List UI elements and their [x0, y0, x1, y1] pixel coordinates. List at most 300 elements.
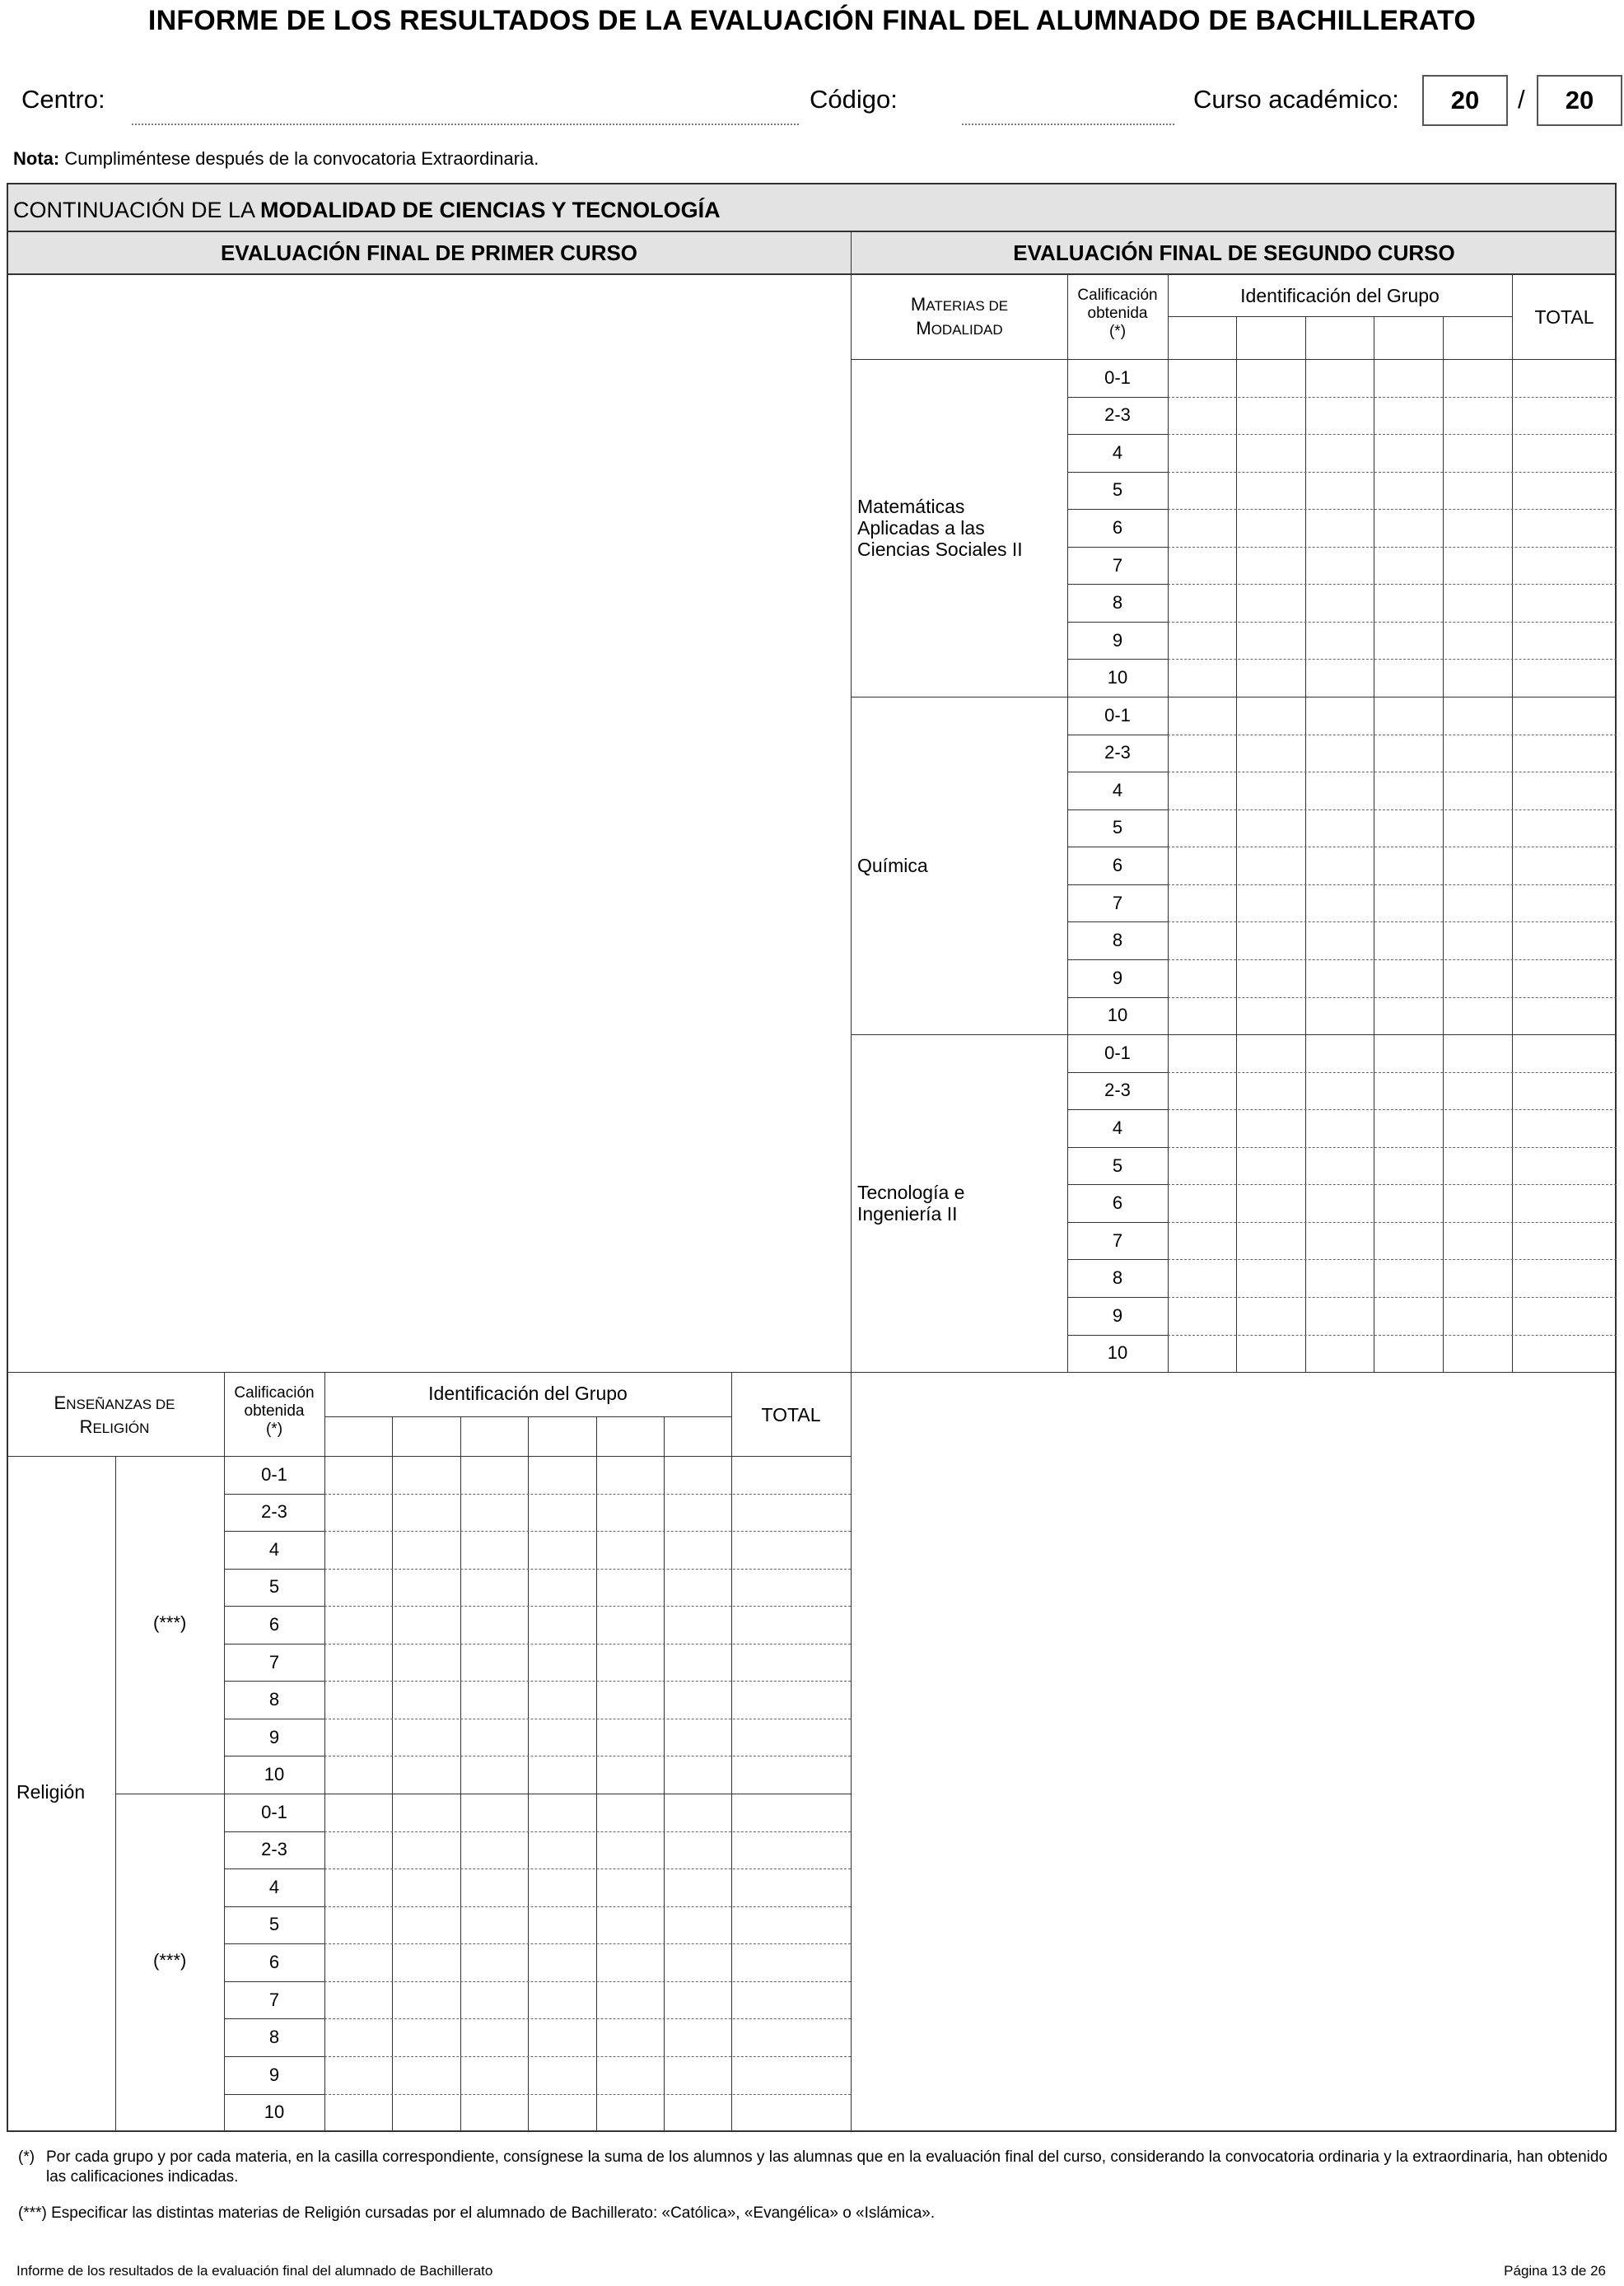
group-count-cell[interactable]: [528, 1906, 596, 1944]
total-cell[interactable]: [1512, 584, 1617, 622]
group-count-cell[interactable]: [1168, 1297, 1236, 1335]
total-cell[interactable]: [731, 1794, 851, 1831]
group-count-cell[interactable]: [1168, 1259, 1236, 1297]
group-count-cell[interactable]: [324, 1943, 392, 1981]
group-count-cell[interactable]: [324, 1531, 392, 1569]
total-cell[interactable]: [731, 1681, 851, 1719]
group-count-cell[interactable]: [664, 2094, 731, 2132]
group-count-cell[interactable]: [1168, 397, 1236, 435]
group-count-cell[interactable]: [596, 1569, 664, 1607]
group-count-cell[interactable]: [392, 1494, 460, 1532]
total-cell[interactable]: [731, 1606, 851, 1644]
group-count-cell[interactable]: [1443, 997, 1512, 1035]
group-count-cell[interactable]: [1374, 1147, 1443, 1185]
group-count-cell[interactable]: [664, 1494, 731, 1532]
group-count-cell[interactable]: [1443, 622, 1512, 660]
group-count-cell[interactable]: [1443, 847, 1512, 884]
group-count-cell[interactable]: [528, 1719, 596, 1756]
group-count-cell[interactable]: [1236, 622, 1305, 660]
group-count-cell[interactable]: [1305, 772, 1374, 809]
group-count-cell[interactable]: [1443, 1184, 1512, 1222]
group-count-cell[interactable]: [392, 1868, 460, 1906]
group-count-cell[interactable]: [596, 1981, 664, 2019]
group-count-cell[interactable]: [324, 2056, 392, 2094]
group-count-cell[interactable]: [1236, 997, 1305, 1035]
group-count-cell[interactable]: [1236, 547, 1305, 585]
group-count-cell[interactable]: [664, 1456, 731, 1494]
group-count-cell[interactable]: [460, 2094, 528, 2132]
group-count-cell[interactable]: [664, 1906, 731, 1944]
group-count-cell[interactable]: [1168, 1222, 1236, 1260]
group-count-cell[interactable]: [1236, 397, 1305, 435]
group-count-cell[interactable]: [1236, 1297, 1305, 1335]
group-count-cell[interactable]: [528, 1606, 596, 1644]
group-count-cell[interactable]: [1236, 1109, 1305, 1147]
grade-cell: 2-3: [1104, 742, 1131, 763]
group-count-cell[interactable]: [664, 1569, 731, 1607]
group-count-cell[interactable]: [1374, 921, 1443, 959]
group-count-cell[interactable]: [596, 1681, 664, 1719]
group-count-cell[interactable]: [528, 1644, 596, 1682]
group-count-cell[interactable]: [1168, 1335, 1236, 1373]
group-count-cell[interactable]: [1443, 1072, 1512, 1110]
group-count-cell[interactable]: [1305, 1297, 1374, 1335]
group-count-cell[interactable]: [1305, 1222, 1374, 1260]
group-count-cell[interactable]: [324, 1569, 392, 1607]
group-count-cell[interactable]: [1236, 1222, 1305, 1260]
group-count-cell[interactable]: [1236, 921, 1305, 959]
group-count-cell[interactable]: [460, 1494, 528, 1532]
total-cell[interactable]: [1512, 1109, 1617, 1147]
group-count-cell[interactable]: [528, 1943, 596, 1981]
group-count-cell[interactable]: [596, 2056, 664, 2094]
group-count-cell[interactable]: [460, 1644, 528, 1682]
group-count-cell[interactable]: [528, 1569, 596, 1607]
group-count-cell[interactable]: [664, 1943, 731, 1981]
group-count-cell[interactable]: [1305, 584, 1374, 622]
group-count-cell[interactable]: [596, 2018, 664, 2056]
group-count-cell[interactable]: [1236, 434, 1305, 472]
total-cell[interactable]: [731, 2056, 851, 2094]
group-count-cell[interactable]: [664, 1531, 731, 1569]
group-count-cell[interactable]: [460, 1868, 528, 1906]
total-cell[interactable]: [731, 1569, 851, 1607]
group-count-cell[interactable]: [1168, 809, 1236, 847]
group-count-cell[interactable]: [324, 1681, 392, 1719]
group-count-cell[interactable]: [1168, 1147, 1236, 1185]
group-count-cell[interactable]: [1374, 735, 1443, 772]
group-count-cell[interactable]: [1443, 1297, 1512, 1335]
group-count-cell[interactable]: [1443, 509, 1512, 547]
group-count-cell[interactable]: [1236, 847, 1305, 884]
group-count-cell[interactable]: [392, 1531, 460, 1569]
group-count-cell[interactable]: [1236, 959, 1305, 997]
group-count-cell[interactable]: [460, 1719, 528, 1756]
group-count-cell[interactable]: [528, 1868, 596, 1906]
total-cell[interactable]: [731, 1494, 851, 1532]
centro-field[interactable]: [132, 124, 799, 125]
group-count-cell[interactable]: [1443, 735, 1512, 772]
group-count-cell[interactable]: [1168, 1184, 1236, 1222]
group-count-cell[interactable]: [596, 1494, 664, 1532]
group-count-cell[interactable]: [460, 2018, 528, 2056]
group-count-cell[interactable]: [460, 1569, 528, 1607]
group-count-cell[interactable]: [596, 1606, 664, 1644]
total-cell[interactable]: [1512, 809, 1617, 847]
group-count-cell[interactable]: [1443, 1109, 1512, 1147]
group-count-cell[interactable]: [1168, 921, 1236, 959]
group-count-cell[interactable]: [324, 1794, 392, 1831]
grade-cell: 6: [1112, 517, 1123, 538]
total-cell[interactable]: [1512, 659, 1617, 697]
group-count-cell[interactable]: [1168, 547, 1236, 585]
group-count-cell[interactable]: [1236, 809, 1305, 847]
total-cell[interactable]: [731, 2018, 851, 2056]
group-count-cell[interactable]: [1236, 659, 1305, 697]
group-count-cell[interactable]: [460, 1943, 528, 1981]
total-cell[interactable]: [1512, 959, 1617, 997]
group-count-cell[interactable]: [1374, 1184, 1443, 1222]
group-count-cell[interactable]: [528, 1756, 596, 1794]
total-cell[interactable]: [1512, 1034, 1617, 1072]
group-count-cell[interactable]: [324, 1831, 392, 1869]
group-count-cell[interactable]: [1305, 1335, 1374, 1373]
group-count-cell[interactable]: [1168, 959, 1236, 997]
group-count-cell[interactable]: [596, 1943, 664, 1981]
group-count-cell[interactable]: [1168, 1034, 1236, 1072]
year-start-box[interactable]: 20: [1422, 75, 1508, 126]
total-cell[interactable]: [731, 1756, 851, 1794]
group-count-cell[interactable]: [1374, 397, 1443, 435]
group-count-cell[interactable]: [1305, 1072, 1374, 1110]
group-count-cell[interactable]: [324, 1456, 392, 1494]
group-count-cell[interactable]: [1236, 735, 1305, 772]
group-count-cell[interactable]: [1443, 1335, 1512, 1373]
group-count-cell[interactable]: [664, 1644, 731, 1682]
codigo-field[interactable]: [962, 124, 1174, 125]
group-count-cell[interactable]: [528, 1494, 596, 1532]
group-count-cell[interactable]: [460, 2056, 528, 2094]
group-count-cell[interactable]: [1305, 1184, 1374, 1222]
group-count-cell[interactable]: [1305, 434, 1374, 472]
group-count-cell[interactable]: [1443, 884, 1512, 922]
group-count-cell[interactable]: [1236, 1034, 1305, 1072]
religion-sub-label-2: (***): [153, 1950, 187, 1971]
group-count-cell[interactable]: [1168, 1109, 1236, 1147]
group-count-cell[interactable]: [460, 1906, 528, 1944]
total-cell[interactable]: [731, 1644, 851, 1682]
group-count-cell[interactable]: [1168, 659, 1236, 697]
group-count-cell[interactable]: [664, 1868, 731, 1906]
group-count-cell[interactable]: [1305, 659, 1374, 697]
group-count-cell[interactable]: [460, 1981, 528, 2019]
group-count-cell[interactable]: [392, 1569, 460, 1607]
group-count-cell[interactable]: [1236, 359, 1305, 397]
group-count-cell[interactable]: [1236, 1259, 1305, 1297]
group-count-cell[interactable]: [1168, 359, 1236, 397]
group-count-cell[interactable]: [392, 1606, 460, 1644]
total-cell[interactable]: [731, 1868, 851, 1906]
total-cell[interactable]: [1512, 921, 1617, 959]
group-count-cell[interactable]: [1374, 809, 1443, 847]
group-count-cell[interactable]: [392, 1456, 460, 1494]
group-count-cell[interactable]: [664, 1681, 731, 1719]
group-count-cell[interactable]: [596, 1831, 664, 1869]
group-count-cell[interactable]: [392, 1943, 460, 1981]
group-count-cell[interactable]: [664, 2056, 731, 2094]
group-count-cell[interactable]: [392, 1981, 460, 2019]
total-cell[interactable]: [731, 1831, 851, 1869]
group-count-cell[interactable]: [1305, 472, 1374, 510]
total-header-2: TOTAL: [1534, 306, 1594, 328]
total-cell[interactable]: [731, 1456, 851, 1494]
total-cell[interactable]: [731, 2094, 851, 2132]
group-count-cell[interactable]: [1443, 1034, 1512, 1072]
total-cell[interactable]: [1512, 1222, 1617, 1260]
group-count-cell[interactable]: [664, 1756, 731, 1794]
group-count-cell[interactable]: [324, 1719, 392, 1756]
group-count-cell[interactable]: [1236, 472, 1305, 510]
group-count-cell[interactable]: [1236, 509, 1305, 547]
total-cell[interactable]: [1512, 847, 1617, 884]
group-count-cell[interactable]: [392, 1906, 460, 1944]
group-count-cell[interactable]: [324, 1494, 392, 1532]
group-count-cell[interactable]: [1374, 547, 1443, 585]
total-cell[interactable]: [1512, 1259, 1617, 1297]
group-count-cell[interactable]: [1168, 509, 1236, 547]
group-count-cell[interactable]: [1168, 735, 1236, 772]
group-count-cell[interactable]: [596, 1794, 664, 1831]
group-count-cell[interactable]: [596, 1756, 664, 1794]
group-count-cell[interactable]: [1168, 697, 1236, 735]
group-count-cell[interactable]: [1236, 1072, 1305, 1110]
group-count-cell[interactable]: [1374, 472, 1443, 510]
group-count-cell[interactable]: [1443, 1147, 1512, 1185]
total-cell[interactable]: [731, 1719, 851, 1756]
group-count-cell[interactable]: [528, 2056, 596, 2094]
group-count-cell[interactable]: [596, 1868, 664, 1906]
total-cell[interactable]: [1512, 622, 1617, 660]
group-count-cell[interactable]: [1236, 884, 1305, 922]
group-count-cell[interactable]: [1236, 1184, 1305, 1222]
group-count-cell[interactable]: [1443, 809, 1512, 847]
group-count-cell[interactable]: [324, 1644, 392, 1682]
group-count-cell[interactable]: [1443, 472, 1512, 510]
group-count-cell[interactable]: [528, 2094, 596, 2132]
group-count-cell[interactable]: [1236, 772, 1305, 809]
group-count-cell[interactable]: [392, 2056, 460, 2094]
total-cell[interactable]: [1512, 697, 1617, 735]
total-cell[interactable]: [1512, 735, 1617, 772]
group-count-cell[interactable]: [664, 1794, 731, 1831]
total-cell[interactable]: [1512, 397, 1617, 435]
group-count-cell[interactable]: [1168, 584, 1236, 622]
group-count-cell[interactable]: [1236, 1147, 1305, 1185]
group-count-cell[interactable]: [596, 1906, 664, 1944]
group-count-cell[interactable]: [1443, 659, 1512, 697]
group-count-cell[interactable]: [528, 1531, 596, 1569]
group-count-cell[interactable]: [1443, 584, 1512, 622]
group-count-cell[interactable]: [460, 1606, 528, 1644]
group-count-cell[interactable]: [1305, 1109, 1374, 1147]
grade-cell: 8: [1112, 1267, 1123, 1289]
group-count-cell[interactable]: [1374, 959, 1443, 997]
total-cell[interactable]: [1512, 772, 1617, 809]
group-count-cell[interactable]: [1374, 659, 1443, 697]
group-count-cell[interactable]: [1168, 622, 1236, 660]
group-count-cell[interactable]: [528, 1456, 596, 1494]
group-count-cell[interactable]: [460, 1756, 528, 1794]
group-count-cell[interactable]: [1305, 921, 1374, 959]
group-count-cell[interactable]: [392, 1831, 460, 1869]
group-count-cell[interactable]: [1443, 959, 1512, 997]
group-count-cell[interactable]: [1305, 997, 1374, 1035]
group-count-cell[interactable]: [664, 1981, 731, 2019]
group-count-cell[interactable]: [460, 1794, 528, 1831]
group-count-cell[interactable]: [1443, 359, 1512, 397]
group-count-cell[interactable]: [1305, 735, 1374, 772]
group-count-cell[interactable]: [1305, 622, 1374, 660]
group-count-cell[interactable]: [1374, 434, 1443, 472]
group-count-cell[interactable]: [324, 1906, 392, 1944]
total-cell[interactable]: [1512, 359, 1617, 397]
total-cell[interactable]: [1512, 1147, 1617, 1185]
group-count-cell[interactable]: [1305, 509, 1374, 547]
group-count-cell[interactable]: [1374, 1072, 1443, 1110]
group-count-cell[interactable]: [528, 1794, 596, 1831]
group-count-cell[interactable]: [1168, 1072, 1236, 1110]
group-count-cell[interactable]: [528, 1981, 596, 2019]
group-count-cell[interactable]: [1236, 584, 1305, 622]
group-count-cell[interactable]: [1305, 809, 1374, 847]
group-count-cell[interactable]: [1443, 772, 1512, 809]
group-count-cell[interactable]: [528, 2018, 596, 2056]
group-count-cell[interactable]: [460, 1456, 528, 1494]
group-count-cell[interactable]: [392, 1681, 460, 1719]
group-count-cell[interactable]: [1374, 1335, 1443, 1373]
total-cell[interactable]: [731, 1531, 851, 1569]
total-cell[interactable]: [731, 1906, 851, 1944]
group-count-cell[interactable]: [1443, 397, 1512, 435]
group-count-cell[interactable]: [1374, 1109, 1443, 1147]
group-count-cell[interactable]: [664, 2018, 731, 2056]
total-cell[interactable]: [1512, 884, 1617, 922]
group-count-cell[interactable]: [392, 2018, 460, 2056]
group-count-cell[interactable]: [1443, 1259, 1512, 1297]
group-count-cell[interactable]: [324, 2018, 392, 2056]
year-end-box[interactable]: 20: [1537, 75, 1622, 126]
group-count-cell[interactable]: [460, 1831, 528, 1869]
group-count-cell[interactable]: [596, 2094, 664, 2132]
total-cell[interactable]: [1512, 1297, 1617, 1335]
group-count-cell[interactable]: [664, 1831, 731, 1869]
total-cell[interactable]: [731, 1981, 851, 2019]
group-count-cell[interactable]: [324, 1868, 392, 1906]
group-count-cell[interactable]: [1374, 1259, 1443, 1297]
group-header-divider: [1168, 316, 1512, 317]
group-count-cell[interactable]: [596, 1719, 664, 1756]
group-count-cell[interactable]: [1305, 959, 1374, 997]
group-count-cell[interactable]: [392, 1719, 460, 1756]
group-count-cell[interactable]: [324, 1756, 392, 1794]
group-count-cell[interactable]: [1374, 584, 1443, 622]
group-count-cell[interactable]: [1443, 697, 1512, 735]
total-cell[interactable]: [1512, 1072, 1617, 1110]
grade-cell: 10: [1107, 667, 1128, 688]
group-count-cell[interactable]: [1443, 547, 1512, 585]
group-count-cell[interactable]: [528, 1831, 596, 1869]
total-cell[interactable]: [1512, 509, 1617, 547]
group-count-cell[interactable]: [1305, 397, 1374, 435]
group-count-cell[interactable]: [1236, 1335, 1305, 1373]
group-count-cell[interactable]: [1305, 1034, 1374, 1072]
group-count-cell[interactable]: [1236, 697, 1305, 735]
group-count-cell[interactable]: [1374, 697, 1443, 735]
group-count-cell[interactable]: [460, 1681, 528, 1719]
group-count-cell[interactable]: [392, 1794, 460, 1831]
group-count-cell[interactable]: [1168, 997, 1236, 1035]
group-count-cell[interactable]: [1305, 847, 1374, 884]
group-count-cell[interactable]: [1168, 847, 1236, 884]
group-count-cell[interactable]: [1374, 509, 1443, 547]
group-count-cell[interactable]: [528, 1681, 596, 1719]
total-cell[interactable]: [1512, 434, 1617, 472]
total-cell[interactable]: [1512, 547, 1617, 585]
group-count-cell[interactable]: [1374, 997, 1443, 1035]
group-count-cell[interactable]: [1443, 921, 1512, 959]
group-count-cell[interactable]: [1374, 1034, 1443, 1072]
group-count-cell[interactable]: [1374, 359, 1443, 397]
group-count-cell[interactable]: [1305, 884, 1374, 922]
group-count-cell[interactable]: [460, 1531, 528, 1569]
total-cell[interactable]: [1512, 1184, 1617, 1222]
group-count-cell[interactable]: [392, 1756, 460, 1794]
group-count-cell[interactable]: [324, 1981, 392, 2019]
total-cell[interactable]: [731, 1943, 851, 1981]
group-count-cell[interactable]: [1374, 1222, 1443, 1260]
group-count-cell[interactable]: [1168, 884, 1236, 922]
group-count-cell[interactable]: [1305, 1147, 1374, 1185]
group-count-cell[interactable]: [596, 1531, 664, 1569]
group-count-cell[interactable]: [1374, 847, 1443, 884]
group-count-cell[interactable]: [1443, 1222, 1512, 1260]
total-cell[interactable]: [1512, 1335, 1617, 1373]
group-count-cell[interactable]: [1374, 622, 1443, 660]
group-count-cell[interactable]: [664, 1606, 731, 1644]
group-count-cell[interactable]: [1168, 772, 1236, 809]
group-count-cell[interactable]: [1305, 697, 1374, 735]
group-count-cell[interactable]: [1374, 884, 1443, 922]
group-count-cell[interactable]: [1374, 1297, 1443, 1335]
group-count-cell[interactable]: [1168, 472, 1236, 510]
total-cell[interactable]: [1512, 997, 1617, 1035]
group-count-cell[interactable]: [596, 1644, 664, 1682]
group-count-cell[interactable]: [1305, 359, 1374, 397]
group-count-cell[interactable]: [1443, 434, 1512, 472]
group-count-cell[interactable]: [392, 1644, 460, 1682]
total-cell[interactable]: [1512, 472, 1617, 510]
group-count-cell[interactable]: [324, 1606, 392, 1644]
group-count-cell[interactable]: [664, 1719, 731, 1756]
group-count-cell[interactable]: [596, 1456, 664, 1494]
group-count-cell[interactable]: [1305, 1259, 1374, 1297]
group-count-cell[interactable]: [392, 2094, 460, 2132]
group-count-cell[interactable]: [1305, 547, 1374, 585]
group-count-cell[interactable]: [1374, 772, 1443, 809]
group-count-cell[interactable]: [324, 2094, 392, 2132]
grade-cell: 9: [268, 2064, 280, 2085]
group-count-cell[interactable]: [1168, 434, 1236, 472]
